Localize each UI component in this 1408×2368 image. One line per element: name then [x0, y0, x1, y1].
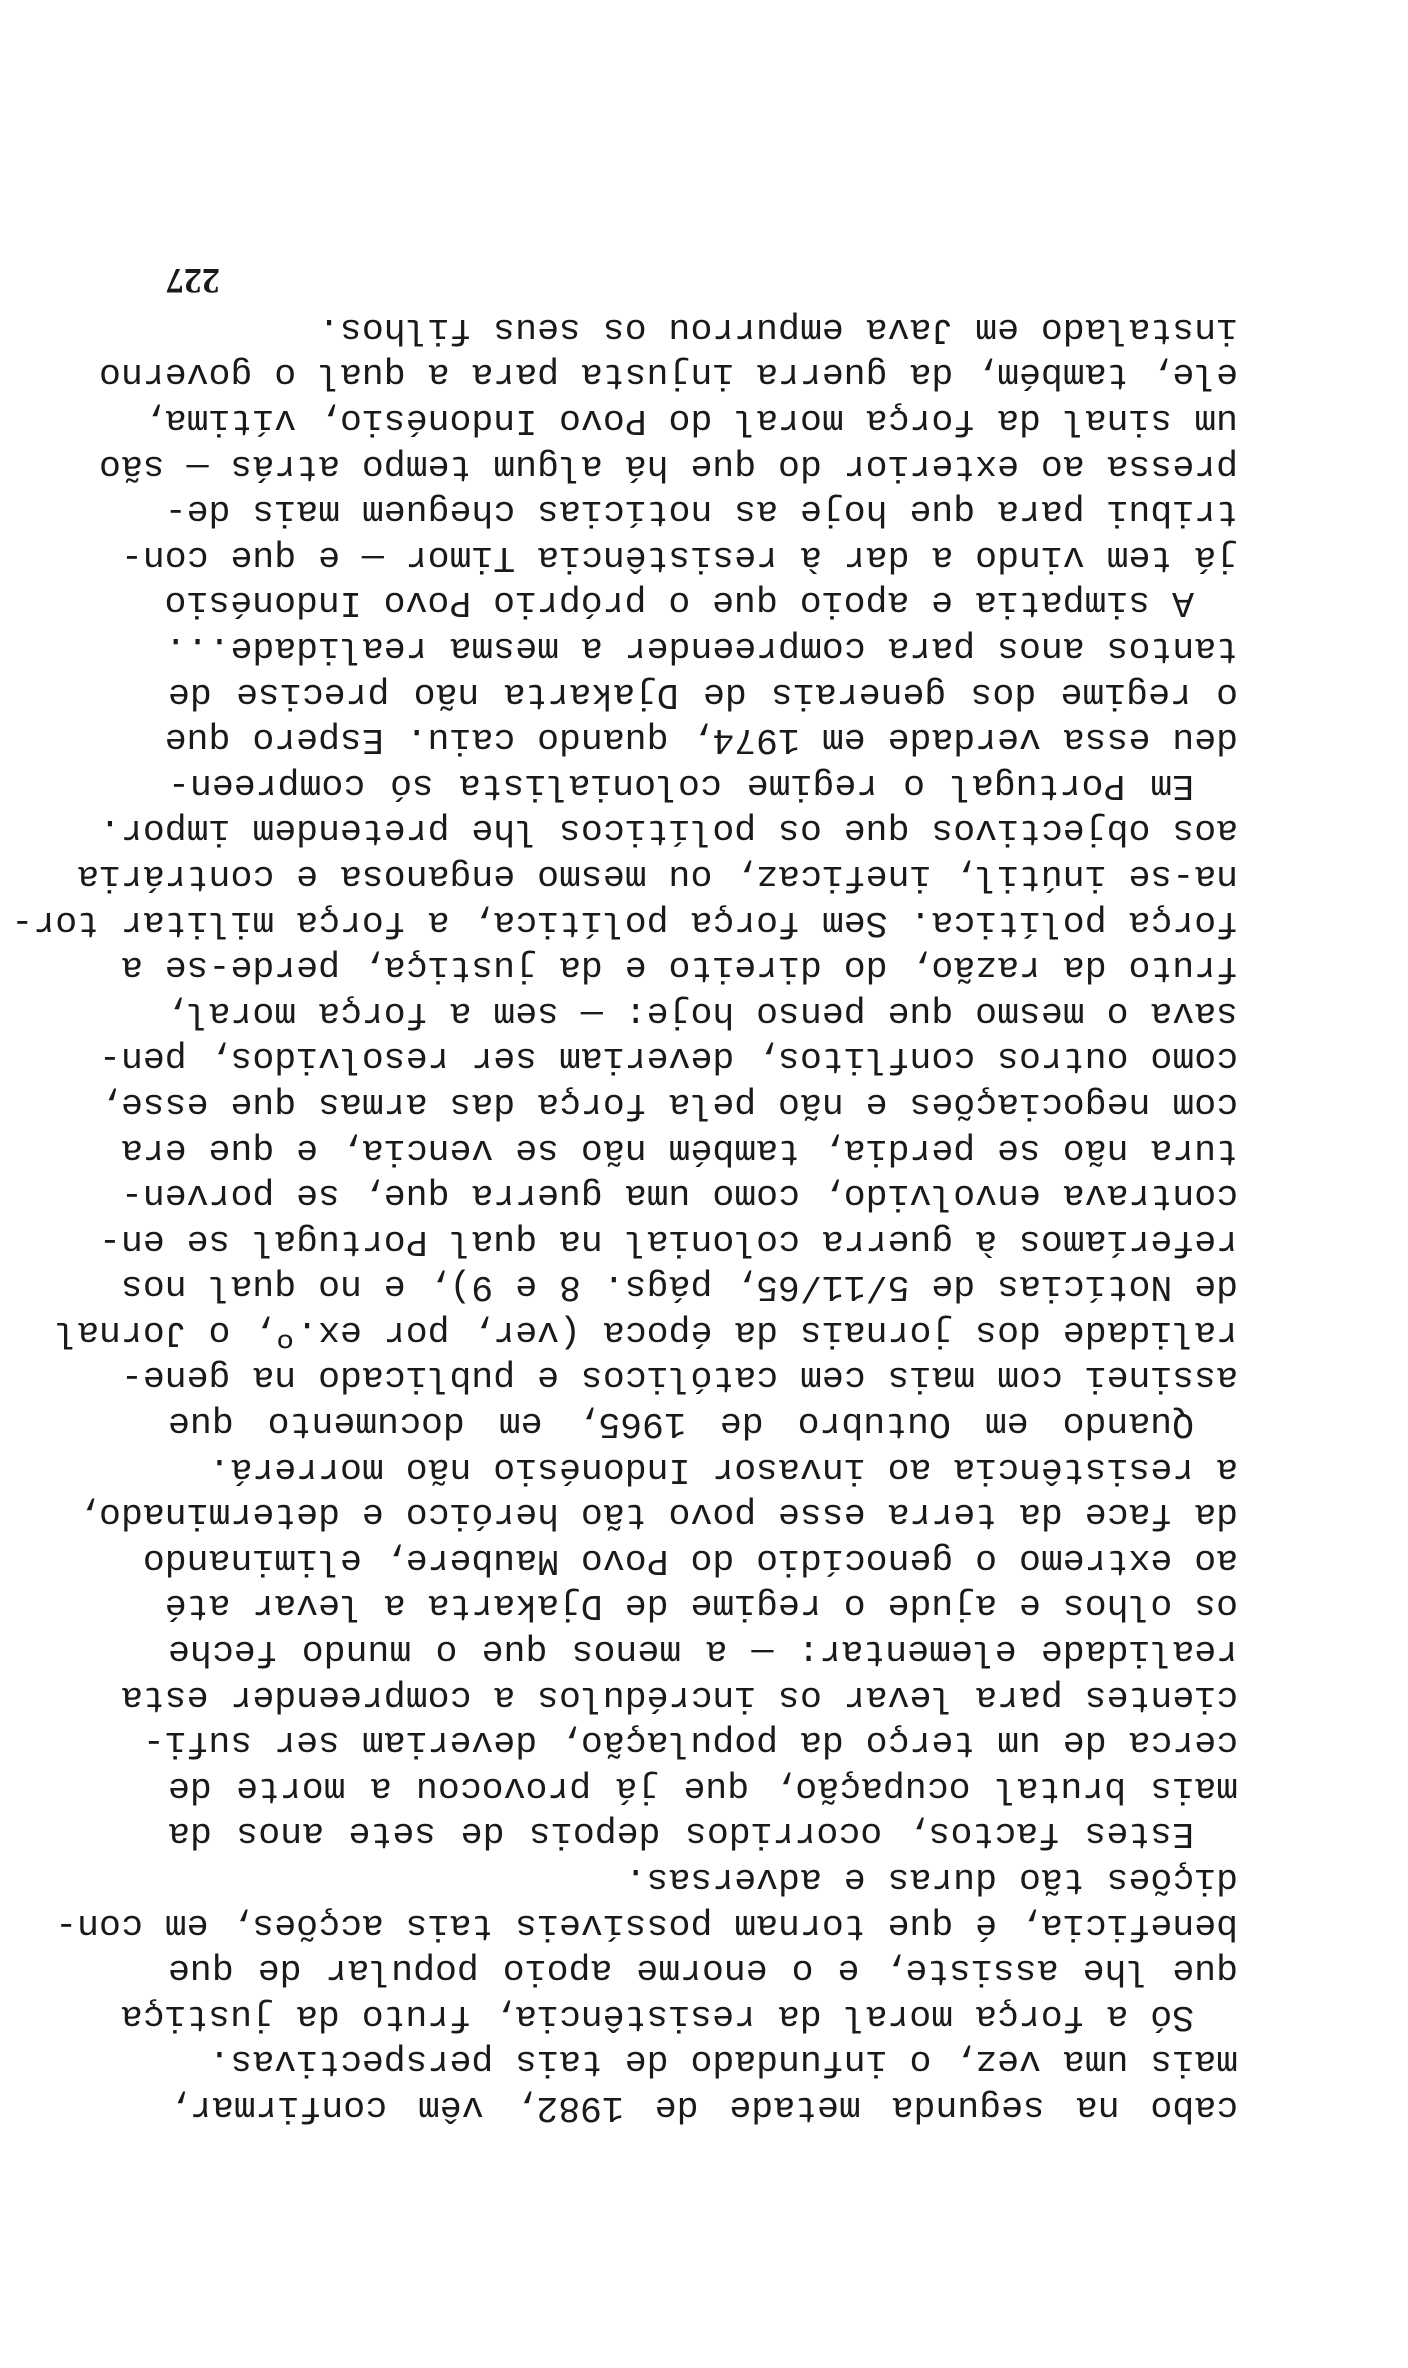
- text-line: cientes para levar os incrédulos a compreender esta: [120, 1676, 1238, 1718]
- text-line: mais brutal ocupação, que já provocou a morte de: [168, 1767, 1238, 1809]
- text-line: que lhe assiste, e o enorme apoio popular de que: [168, 1950, 1238, 1992]
- text-line: a resistência ao invasor Indonésio não morrerá.: [208, 1448, 1238, 1490]
- text-line: cerca de um terço da população, deveriam ser sufi-: [142, 1722, 1238, 1764]
- text-line: de Notícias de 5/11/65, págs. 8 e 9), e no qual nos: [120, 1266, 1238, 1308]
- text-line: tribui para que hoje as notícias cheguem mais de-: [164, 491, 1238, 533]
- page-number: 227: [166, 261, 220, 301]
- text-line: um sinal da força moral do Povo Indonésio, vítima,: [142, 400, 1238, 442]
- text-line: Em Portugal o regime colonialista só compreen-: [168, 764, 1194, 806]
- text-line: fruto da razão, do direito e da justiça, perde-se a: [120, 947, 1238, 989]
- text-line: tantos anos para compreender a mesma realidade...: [164, 628, 1238, 669]
- text-line: ao extremo o genocídio do Povo Maubere, eliminando: [142, 1539, 1238, 1581]
- text-line: assinei com mais cem católicos e publicado na gene-: [120, 1357, 1238, 1399]
- text-line: com negociações e não pela força das armas que esse,: [99, 1083, 1238, 1125]
- text-line: realidade elementar: — a menos que o mundo feche: [168, 1631, 1238, 1673]
- text-line: A simpatia e apoio que o próprio Povo Indonésio: [164, 582, 1194, 624]
- text-line: o regime dos generais de Djakarta não precise de: [168, 673, 1238, 715]
- text-line: cabo na segunda metade de 1982, vêm confirmar,: [168, 2087, 1238, 2128]
- text-line: beneficia, é que tornam possíveis tais acções, em con-: [55, 1904, 1238, 1946]
- text-line: sava o mesmo que penso hoje: — sem a força moral,: [164, 992, 1238, 1034]
- text-line: os olhos e ajude o regime de Djakarta a levar até: [164, 1585, 1238, 1627]
- text-line: aos objectivos que os políticos lhe pretendem impor.: [99, 810, 1238, 852]
- text-line: instalado em Java empurrou os seus filhos.: [318, 308, 1238, 350]
- text-line: na-se inútil, ineficaz, ou mesmo enganosa e contrária: [77, 855, 1238, 897]
- text-line: contrava envolvido, como uma guerra que, se porven-: [120, 1175, 1238, 1217]
- text-line: tura não se perdia, também não se vencia, e que era: [120, 1129, 1238, 1171]
- text-line: Estes factos, ocorridos depois de sete anos da: [168, 1813, 1194, 1855]
- text-line: pressa ao exterior do que há algum tempo atrás — são: [99, 445, 1238, 487]
- text-line: dições tão duras e adversas.: [624, 1859, 1238, 1901]
- text-line: mais uma vez, o infundado de tais perspectivas.: [208, 2041, 1238, 2083]
- text-line: força política. Sem força política, a força militar tor-: [11, 901, 1238, 943]
- text-line: ele, também, da guerra injusta para a qual o governo: [99, 354, 1238, 396]
- text-line: ralidade dos jornais da época (ver, por ex.º, o Jornal: [55, 1311, 1238, 1353]
- text-line: deu essa verdade em 1974, quando caiu. Espero que: [164, 719, 1238, 761]
- text-line: da face da terra esse povo tão heróico e determinado,: [77, 1494, 1238, 1536]
- body-text: [11, 306, 1238, 2130]
- text-line: como outros conflitos, deveriam ser resolvidos, pen-: [99, 1038, 1238, 1080]
- text-line: Só a força moral da resistência, fruto da justiça: [120, 1995, 1194, 2037]
- text-line: Quando em Outubro de 1965, em documento que: [168, 1403, 1194, 1445]
- text-line: referíamos à guerra colonial na qual Portugal se en-: [99, 1220, 1238, 1262]
- text-line: já tem vindo a dar à resistência Timor — e que con-: [120, 536, 1238, 578]
